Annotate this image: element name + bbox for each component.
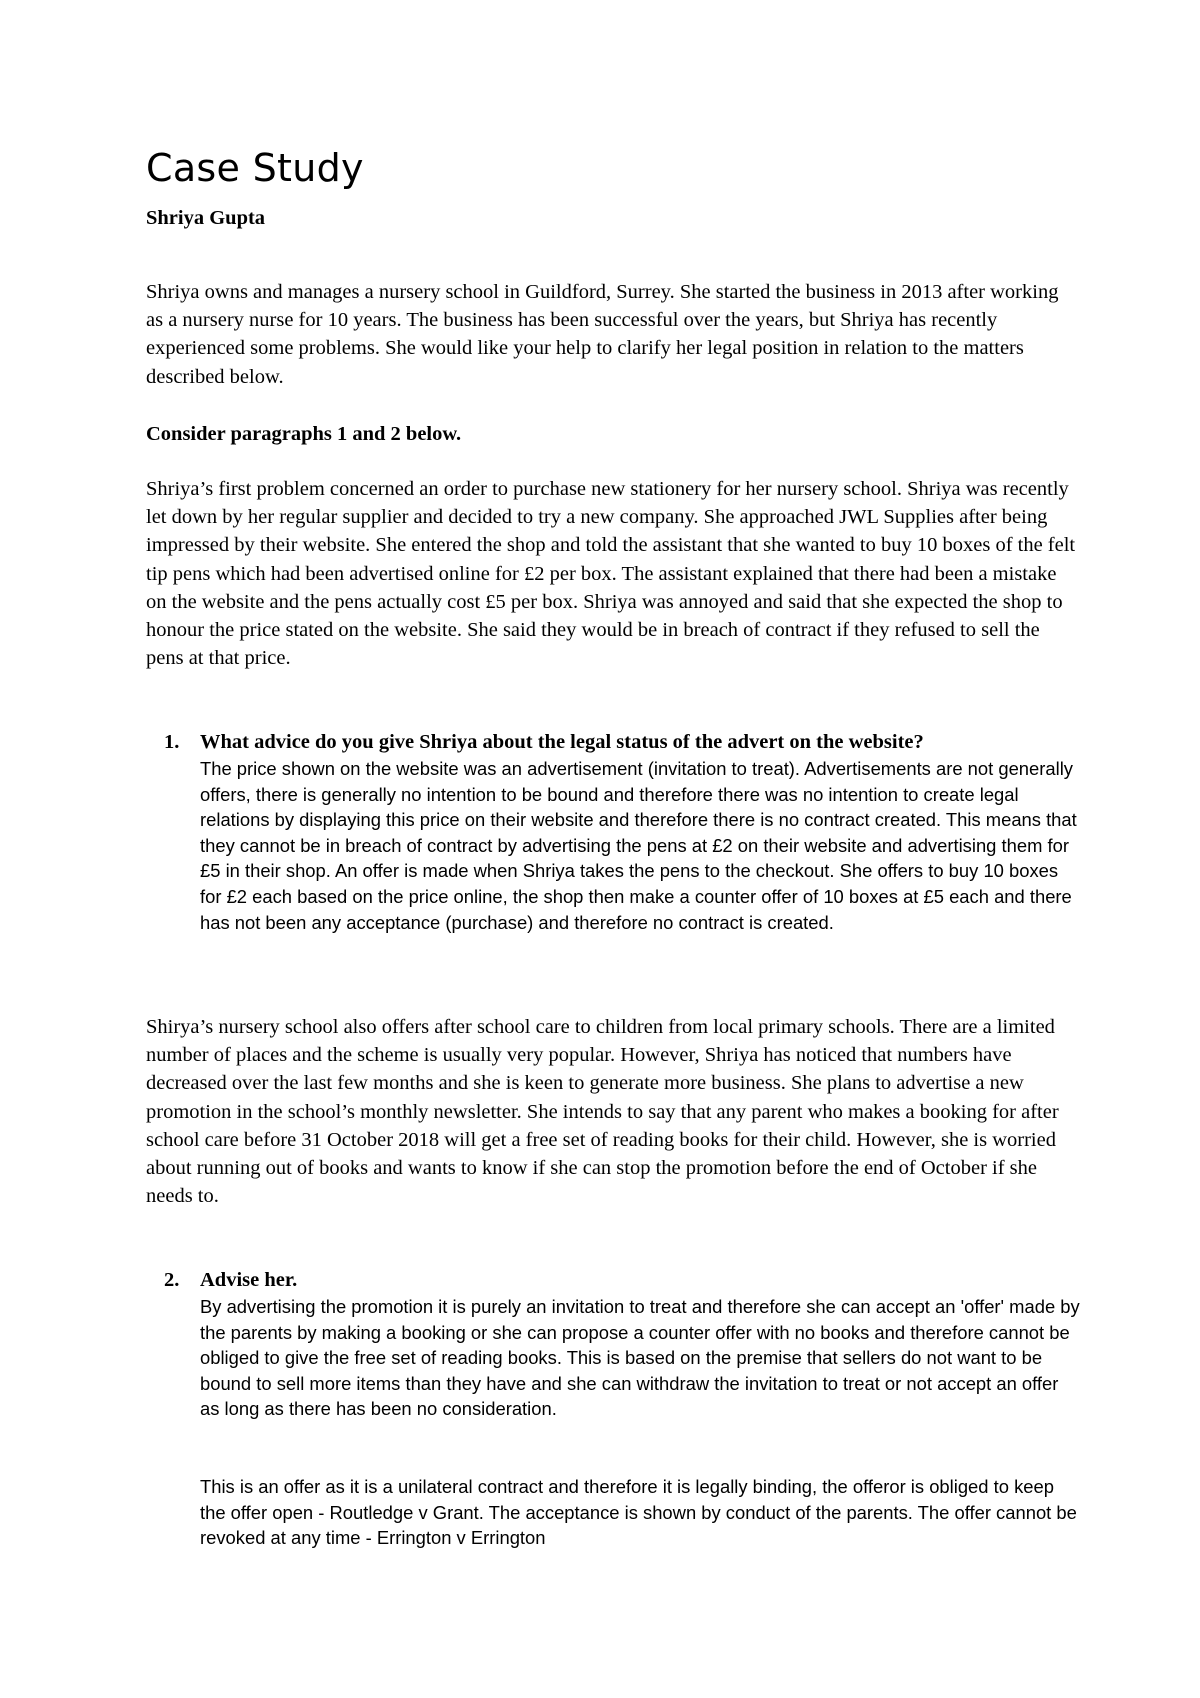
- question-1-text: What advice do you give Shriya about the legal status of the advert on the website?: [200, 731, 924, 753]
- question-1-number: 1.: [164, 731, 180, 753]
- question-2-text: Advise her.: [200, 1269, 298, 1291]
- scenario-1-paragraph: Shriya’s first problem concerned an order to purchase new stationery for her nursery school. Shriya was recently let down by her regular supplier and decided to try a new company. She approached JWL Supplies after being impressed by their website. She entered the shop and told the assistant that she wanted to buy 10 boxes of the felt tip pens which had been advertised online for £2 per box. The assistant explained that there had been a mistake on the website and the pens actually cost £5 per box. Shriya was annoyed and said that she expected the shop to honour the price stated on the website. She said they would be in breach of contract if they refused to sell the pens at that price.: [146, 478, 1076, 670]
- document-title: Case Study: [146, 146, 364, 190]
- instruction-heading: Consider paragraphs 1 and 2 below.: [146, 423, 462, 445]
- subject-name: Shriya Gupta: [146, 207, 266, 229]
- intro-paragraph: Shriya owns and manages a nursery school in Guildford, Surrey. She started the business in 2013 after working as a nursery nurse for 10 years. The business has been successful over the years, but Shriya has recently experienced some problems. She would like your help to clarify her legal position in relation to the matters described below.: [146, 281, 1059, 388]
- question-2-number: 2.: [164, 1269, 180, 1291]
- scenario-2-paragraph: Shirya’s nursery school also offers after school care to children from local primary schools. There are a limited number of places and the scheme is usually very popular. However, Shriya has noticed that numbers have decreased over the last few months and she is keen to generate more business. She plans to advertise a new promotion in the school’s monthly newsletter. She intends to say that any parent who makes a booking for after school care before 31 October 2018 will get a free set of reading books for their child. However, she is worried about running out of books and wants to know if she can stop the promotion before the end of October if she needs to.: [146, 1016, 1059, 1208]
- question-2-answer-paragraph-2: This is an offer as it is a unilateral contract and therefore it is legally binding, the offeror is obliged to keep the offer open - Routledge v Grant. The acceptance is shown by conduct of the parents. The offer cannot be revoked at any time - Errington v Errington: [200, 1476, 1077, 1549]
- question-1-answer: The price shown on the website was an advertisement (invitation to treat). Advertisements are not generally offers, there is generally no intention to be bound and therefore there was no intention to create legal relations by displaying this price on their website and therefore there is no contract created. This means that they cannot be in breach of contract by advertising the pens at £2 on their website and advertising them for £5 in their shop. An offer is made when Shriya takes the pens to the checkout. She offers to buy 10 boxes for £2 each based on the price online, the shop then make a counter offer of 10 boxes at £5 each and there has not been any acceptance (purchase) and therefore no contract is created.: [200, 758, 1077, 933]
- question-2-answer-paragraph-1: By advertising the promotion it is purely an invitation to treat and therefore she can accept an 'offer' made by the parents by making a booking or she can propose a counter offer with no books and therefore cannot be obliged to give the free set of reading books. This is based on the premise that sellers do not want to be bound to sell more items than they have and she can withdraw the invitation to treat or not accept an offer as long as there has been no consideration.: [200, 1296, 1080, 1420]
